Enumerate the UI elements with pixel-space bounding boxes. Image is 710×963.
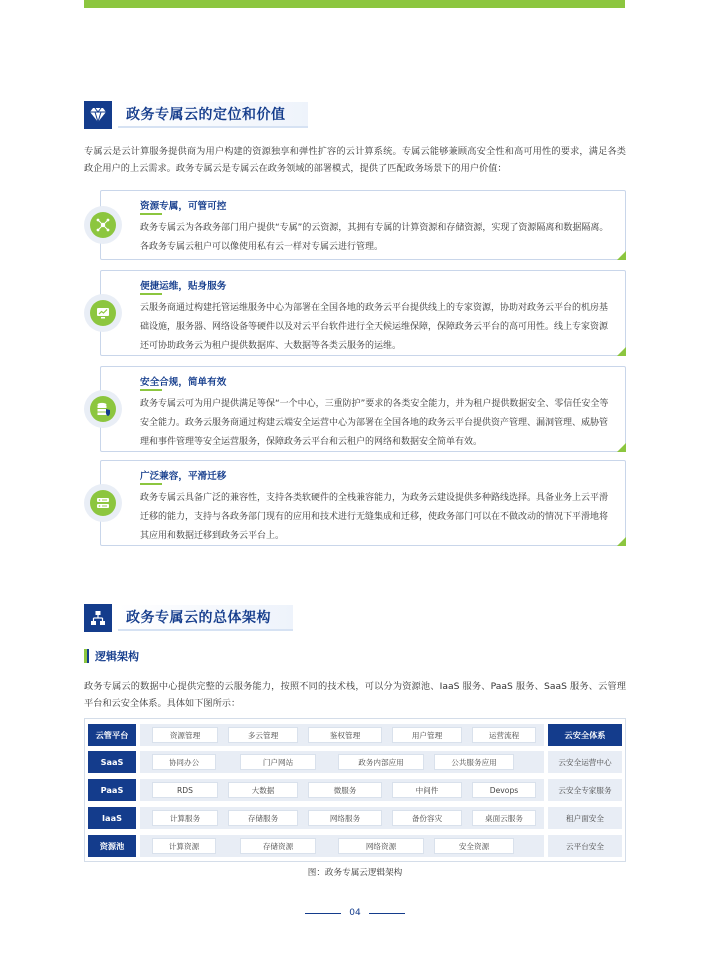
arch-cell: 用户管理 (392, 727, 462, 743)
arch-row-cells (140, 779, 544, 801)
subsection-heading (84, 648, 139, 664)
card-title-underline (140, 389, 162, 391)
card-body: 政务专属云具备广泛的兼容性，支持各类软硬件的全栈兼容能力，为政务云建设提供多种路线选择。具备业务上云平滑迁移的能力，支持与各政务部门现有的应用和技术进行无缝集成和迁移，使政务部门可以在不做改动的情况下平滑地将其应用和数据迁移到政务云平台上。 (140, 493, 609, 541)
arch-cell: 存储资源 (240, 838, 316, 854)
intro-paragraph: 专属云是云计算服务提供商为用户构建的资源独享和弹性扩容的云计算系统。专属云能够兼顾高安全性和高可用性的要求，满足各类政企用户的上云需求。政务专属云是专属云在政务领域的部署模式，提供了匹配政务场景下的用户价值： (84, 146, 626, 174)
server-migrate-icon (90, 490, 116, 516)
value-card-security (84, 366, 626, 452)
card-title: 资源专属，可管可控 (140, 201, 227, 212)
arch-cell: 计算资源 (152, 838, 216, 854)
arch-row-resource-pool (88, 835, 622, 857)
card-body: 云服务商通过构建托管运维服务中心为部署在全国各地的政务云平台提供线上的专家资源，协助对政务云平台的机房基础设施，服务器、网络设备等硬件以及对云平台软件进行全天候运维保障，保障政务云平台的高可用性。线上专家资源还可协助政务云为租户提供数据库、大数据等各类云服务的运维。 (140, 303, 609, 351)
arch-row-label: SaaS (88, 751, 136, 773)
figure-caption: 图：政务专属云逻辑架构 (307, 868, 403, 878)
arch-cell: 计算服务 (152, 810, 218, 826)
card-body: 政务专属云可为用户提供满足等保“一个中心，三重防护”要求的各类安全能力，并为租户提供数据安全、零信任安全等安全能力。政务云服务商通过构建云端安全运营中心为部署在全国各地的政务云平台提供资产管理、漏洞管理、威胁管理和事件管理等安全运营服务，保障政务云平台和云租户的网络和数据安全简单有效。 (140, 399, 609, 447)
arch-cell: 存储服务 (228, 810, 298, 826)
card-title: 广泛兼容，平滑迁移 (140, 471, 227, 482)
arch-row-label: 资源池 (88, 835, 136, 857)
arch-cell: 鉴权管理 (308, 727, 382, 743)
arch-cell: RDS (152, 782, 218, 798)
top-accent-bar (84, 0, 625, 8)
page-number-text: 04 (349, 908, 361, 918)
arch-security-item: 云安全运营中心 (548, 751, 622, 773)
arch-row-cells (140, 835, 544, 857)
arch-cell: 门户网站 (240, 754, 316, 770)
database-shield-icon (90, 396, 116, 422)
org-chart-icon (84, 604, 112, 632)
arch-cell: 中间件 (392, 782, 462, 798)
monitor-chart-icon (90, 300, 116, 326)
arch-row-cells (140, 807, 544, 829)
subsection-title: 逻辑架构 (95, 650, 139, 663)
arch-security-item: 租户面安全 (548, 807, 622, 829)
arch-cell: 安全资源 (434, 838, 514, 854)
card-title-underline (140, 483, 162, 485)
card-icon-circle (84, 294, 122, 332)
arch-cell: 运营流程 (472, 727, 536, 743)
card-icon-circle (84, 206, 122, 244)
card-title: 便捷运维，贴身服务 (140, 281, 227, 292)
arch-cell: 微服务 (308, 782, 382, 798)
arch-cell: 大数据 (228, 782, 298, 798)
arch-security-item: 云平台安全 (548, 835, 622, 857)
arch-cell: 网络服务 (308, 810, 382, 826)
arch-row-label: IaaS (88, 807, 136, 829)
arch-cell: 桌面云服务 (472, 810, 536, 826)
arch-row-label: 云管平台 (88, 724, 136, 746)
arch-cell: 多云管理 (228, 727, 298, 743)
arch-cell: Devops (472, 782, 536, 798)
arch-cell: 政务内部应用 (338, 754, 424, 770)
network-nodes-icon (90, 212, 116, 238)
arch-security-item: 云安全专家服务 (548, 779, 622, 801)
section-title: 政务专属云的总体架构 (118, 605, 293, 631)
section-heading-architecture (84, 603, 293, 633)
arch-row-label: PaaS (88, 779, 136, 801)
section-title: 政务专属云的定位和价值 (118, 102, 308, 128)
diamond-icon (84, 101, 112, 129)
arch-row-paas (88, 779, 622, 801)
arch-row-cells (140, 724, 544, 746)
card-icon-circle (84, 484, 122, 522)
arch-security-header: 云安全体系 (548, 724, 622, 746)
value-card-compatibility (84, 460, 626, 546)
page-number-rule-right (369, 913, 405, 914)
arch-cell: 备份容灾 (392, 810, 462, 826)
arch-row-iaas (88, 807, 622, 829)
card-title-underline (140, 213, 162, 215)
page-number (0, 908, 710, 918)
card-body: 政务专属云为各政务部门用户提供“专属”的云资源，其拥有专属的计算资源和存储资源，实现了资源隔离和数据隔离。各政务专属云租户可以像使用私有云一样对专属云进行管理。 (140, 223, 609, 252)
arch-cell: 协同办公 (152, 754, 216, 770)
arch-cell: 网络资源 (338, 838, 424, 854)
arch-row-cloud-management (88, 724, 622, 746)
page-number-rule-left (305, 913, 341, 914)
arch-row-saas (88, 751, 622, 773)
arch-cell: 公共服务应用 (434, 754, 514, 770)
value-card-operations (84, 270, 626, 356)
logical-architecture-diagram (84, 718, 626, 862)
arch-cell: 资源管理 (152, 727, 218, 743)
card-icon-circle (84, 390, 122, 428)
arch-row-cells (140, 751, 544, 773)
value-card-resource (84, 190, 626, 260)
card-title: 安全合规，简单有效 (140, 377, 227, 388)
architecture-intro: 政务专属云的数据中心提供完整的云服务能力，按照不同的技术栈，可以分为资源池、IaaS 服务、PaaS 服务、SaaS 服务、云管理平台和云安全体系。具体如下图所示： (84, 681, 626, 709)
card-title-underline (140, 293, 162, 295)
subsection-marker (84, 649, 89, 663)
section-heading-positioning (84, 100, 308, 130)
